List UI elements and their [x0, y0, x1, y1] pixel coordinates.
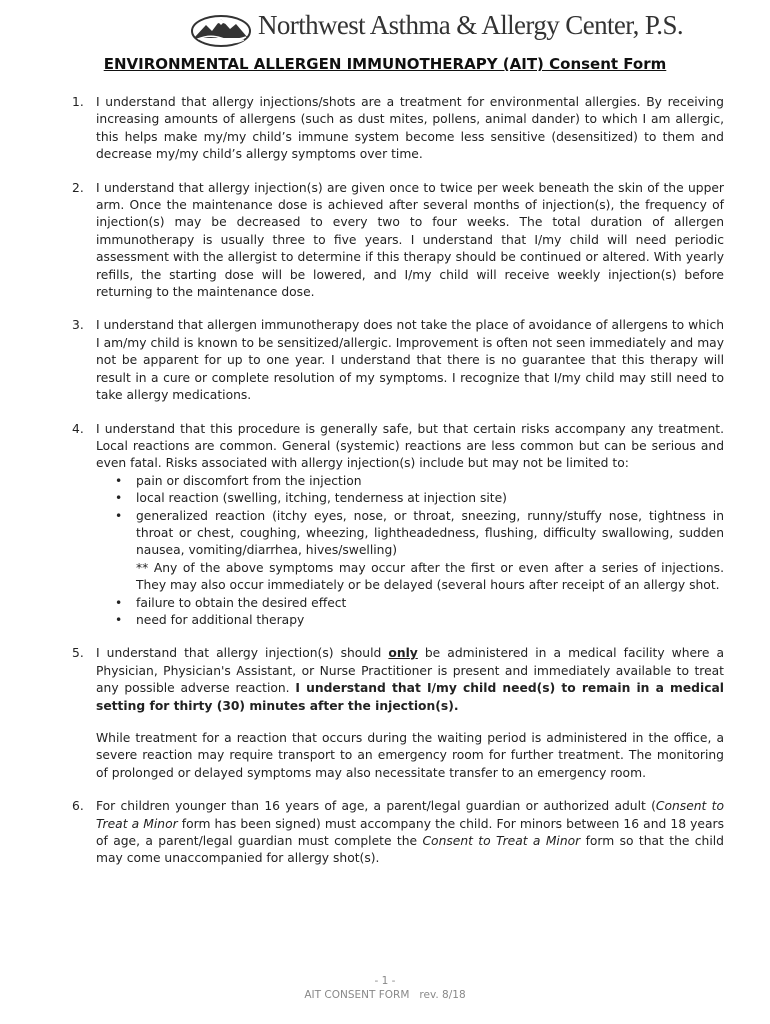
list-item	[115, 490, 724, 507]
clause-number: 1.	[72, 95, 84, 109]
clause-text: form so that the child may come unaccompanied for allergy shot(s).	[96, 834, 724, 866]
bullet-icon: •	[115, 508, 123, 523]
emphasis-only: only	[388, 646, 418, 661]
clause-text: I understand that allergy injections/shots are a treatment for environmental allergies. By receiving increasing amounts of allergens (such as dust mites, pollens, animal dander) to which I am allergic, this helps make my/my child’s immune system become less sensitive (desensitized) to them and decrease my/my child’s allergy symptoms over time.	[96, 95, 724, 162]
clause-text: I understand that this procedure is generally safe, but that certain risks accompany any treatment. Local reactions are common. General (systemic) reactions are less common but can be serious and even fatal. Risks associated with allergy injection(s) include but may not be limited to:	[96, 421, 724, 471]
list-item-text: local reaction (swelling, itching, tenderness at injection site)	[136, 491, 507, 506]
organization-name: Northwest Asthma & Allergy Center, P.S.	[258, 10, 684, 40]
clause-text: I understand that allergen immunotherapy does not take the place of avoidance of allergens to which I am/my child is known to be sensitized/allergic. Improvement is often not seen immediately and may not be apparent for up to one year. I understand that there is no guarantee that this therapy will result in a cure or complete resolution of my symptoms. I recognize that I/my child may still need to take allergy medications.	[96, 318, 724, 403]
bullet-icon: •	[115, 473, 123, 488]
form-name: Consent to Treat a Minor	[422, 834, 581, 849]
form-label: AIT CONSENT FORM	[304, 989, 410, 1001]
clause-number: 3.	[72, 318, 84, 333]
clause-text: For children younger than 16 years of age, a parent/legal guardian or authorized adult (	[96, 799, 656, 814]
list-item-text: pain or discomfort from the injection	[136, 473, 362, 488]
list-item	[115, 508, 724, 595]
clause-paragraph: While treatment for a reaction that occurs during the waiting period is administered in the office, a severe reaction may require transport to an emergency room for further treatment. The monitoring of prolonged or delayed symptoms may also necessitate transfer to an emergency room.	[96, 731, 724, 780]
page-number: - 1 -	[374, 975, 396, 987]
bullet-icon: •	[115, 491, 123, 506]
waiting-period-statement: I understand that I/my child need(s) to remain in a medical setting for thirty (30) minutes after the injection(s).	[96, 681, 724, 713]
clause-text: form has been signed) must accompany the child. For minors between 16 and 18 years of age, a parent/legal guardian must complete the	[96, 816, 724, 849]
list-item	[115, 473, 724, 490]
clause-text: be administered in a medical facility where a Physician, Physician's Assistant, or Nurse Practitioner is present and immediately available to treat any possible adverse reaction.	[96, 646, 724, 696]
symptom-note: ** Any of the above symptoms may occur after the first or even after a series of injections. They may also occur immediately or be delayed (several hours after receipt of an allergy shot.	[136, 560, 724, 593]
clause-1	[72, 94, 724, 164]
header	[0, 12, 770, 52]
revision-label: rev. 8/18	[419, 989, 466, 1001]
clause-number: 6.	[72, 799, 84, 814]
form-revision	[0, 988, 770, 1002]
clause-6	[72, 798, 724, 868]
clause-3	[72, 317, 724, 404]
clause-number: 5.	[72, 646, 84, 661]
form-name: Consent to Treat a Minor	[96, 799, 724, 831]
list-item	[115, 612, 724, 629]
footer	[0, 974, 770, 1002]
clause-text: I understand that allergy injection(s) are given once to twice per week beneath the skin of the upper arm. Once the maintenance dose is achieved after several months of injection(s), the frequency of injection(s) may be decreased to every two to four weeks. The total duration of allergen immunotherapy is usually three to five years. I understand that I/my child will need periodic assessment with the allergist to determine if this therapy should be continued or altered. With yearly refills, the starting dose will be lowered, and I/my child will receive weekly injection(s) before returning to the maintenance dose.	[96, 180, 724, 300]
clause-number: 2.	[72, 180, 84, 195]
clause-4	[72, 421, 724, 630]
clause-number: 4.	[72, 421, 84, 436]
bullet-icon: •	[115, 595, 123, 610]
clause-2	[72, 180, 724, 302]
clause-text: I understand that allergy injection(s) should	[96, 646, 389, 661]
list-item	[115, 595, 724, 612]
mountain-logo-icon	[190, 12, 252, 48]
consent-body	[72, 94, 724, 884]
clause-5	[72, 645, 724, 782]
list-item-text: generalized reaction (itchy eyes, nose, or throat, sneezing, runny/stuffy nose, tightness in throat or chest, coughing, wheezing, lightheadedness, flushing, difficulty swallowing, sudden nausea, vomiting/diarrhea, hives/swelling)	[136, 508, 724, 558]
bullet-icon: •	[115, 612, 123, 627]
list-item-text: need for additional therapy	[136, 612, 305, 627]
list-item-text: failure to obtain the desired effect	[136, 595, 347, 610]
page-title: ENVIRONMENTAL ALLERGEN IMMUNOTHERAPY (AIT) Consent Form	[103, 55, 667, 73]
risk-list	[96, 473, 724, 630]
